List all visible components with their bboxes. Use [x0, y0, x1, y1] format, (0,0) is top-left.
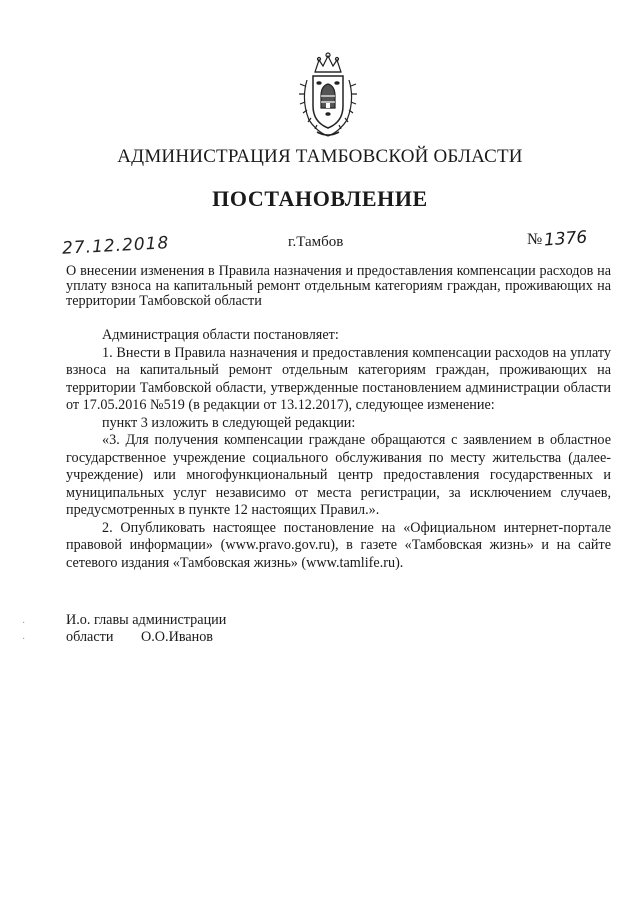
number-prefix: № [527, 231, 543, 248]
organization-name: АДМИНИСТРАЦИЯ ТАМБОВСКОЙ ОБЛАСТИ [117, 146, 523, 167]
city: г.Тамбов [288, 234, 344, 250]
item-2-paragraph: 2. Опубликовать настоящее постановление на «Официальном интернет-портале правовой информации» (www.pravo.gov.ru), в газете «Тамбовская жизнь» и на сайте сетевого издания «Тамбовская жизнь» (www.tamlife.ru). [66, 519, 611, 571]
handwritten-date: 27.12.2018 [61, 233, 170, 259]
document-number [527, 229, 588, 249]
item-1-quote-paragraph: «3. Для получения компенсации граждане обращаются с заявлением в областное государственное учреждение социального обслуживания по месту жительства (далее- учреждение) или многофункциональный центр предоставления государственных и муниципальных услуг независимо от места регистрации, за исключением случаев, предусмотренных в пункте 12 настоящих Правил.». [66, 432, 611, 518]
margin-dot-mark: · [22, 634, 26, 645]
item-1-paragraph: 1. Внести в Правила назначения и предоставления компенсации расходов на уплату взноса на капитальный ремонт отдельным категориям граждан, проживающих на территории Тамбовской области, утвержденные постановлением администрации области от 17.05.2016 №519 (в редакции от 13.12.2017), следующее изменение: [66, 344, 611, 413]
document-type: ПОСТАНОВЛЕНИЕ [212, 186, 428, 211]
signatory-title-line1: И.о. главы администрации [66, 612, 227, 628]
document-subject: О внесении изменения в Правила назначения и предоставления компенсации расходов на уплату взноса на капитальный ремонт отдельным категориям граждан, проживающих на территории Тамбовской области [66, 263, 611, 309]
margin-dot-mark: · [22, 618, 26, 629]
handwritten-number: 1376 [543, 227, 589, 251]
item-1-sub-paragraph: пункт 3 изложить в следующей редакции: [102, 414, 356, 431]
intro-paragraph: Администрация области постановляет: [102, 327, 339, 343]
document-body [66, 327, 611, 572]
coat-of-arms-icon [293, 52, 363, 140]
signature-block [66, 612, 226, 646]
signatory-name: О.О.Иванов [140, 629, 214, 645]
signatory-title-line2: области [66, 629, 114, 645]
